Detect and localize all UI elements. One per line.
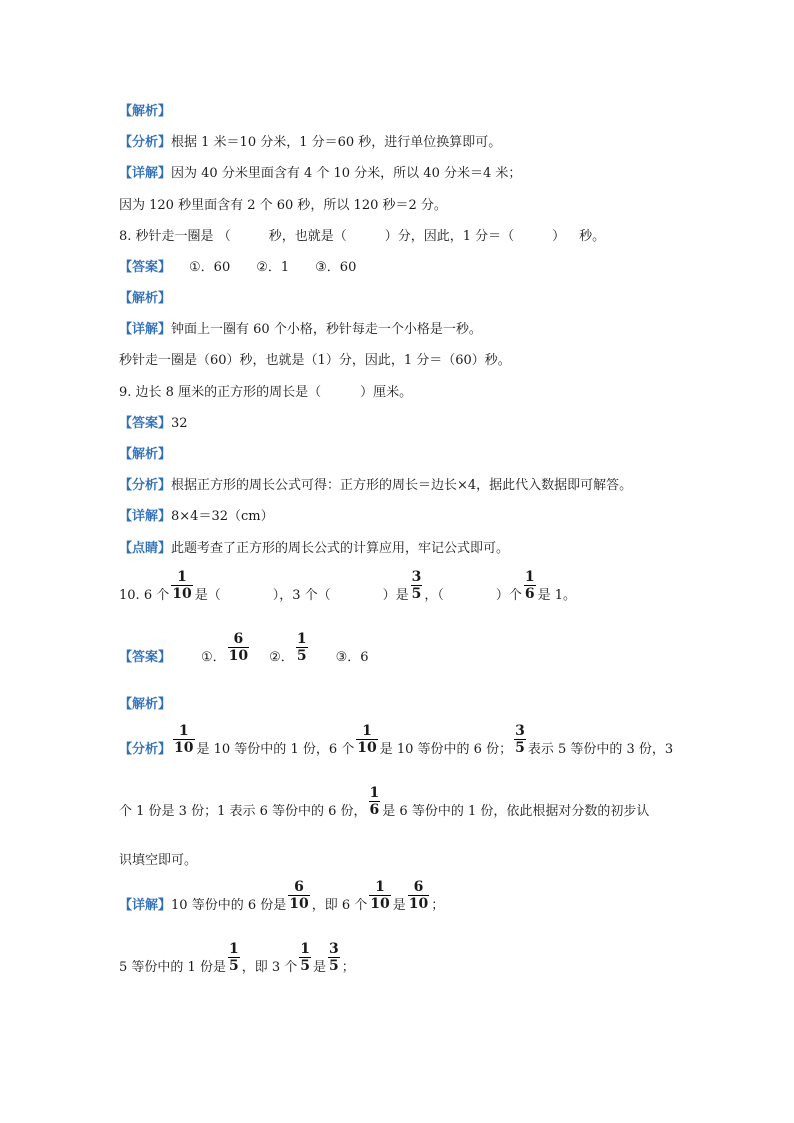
q10-ans-3: ③．6	[335, 650, 369, 665]
tag-xiangjie: 【详解】	[119, 509, 172, 524]
q8-xiangjie-line	[119, 321, 482, 339]
q8-line2: 秒针走一圈是（60）秒，也就是（1）分，因此，1 分＝（60）秒。	[119, 353, 511, 368]
s7-xiangjie-text: 因为 40 分米里面含有 4 个 10 分米，所以 40 分米＝4 米；	[171, 166, 522, 181]
fraction-6-10: $\frac{6}{10}$	[289, 879, 309, 912]
q10-fx-a: 是 10 等份中的 1 份，6 个	[196, 742, 355, 757]
q10-xj-c: 是	[392, 898, 406, 913]
q10-text-3: ，（ ）个	[424, 588, 522, 603]
fraction-1-5: $\frac{1}{5}$	[228, 941, 239, 974]
tag-answer: 【答案】	[119, 650, 172, 665]
q9-answer-line	[119, 415, 188, 433]
fraction-6-10: $\frac{6}{10}$	[228, 631, 249, 664]
tag-analysis: 【解析】	[119, 447, 172, 462]
q10-xiangjie-line-2	[119, 941, 355, 986]
q8-text-5: 秒。	[579, 229, 606, 244]
tag-fenxi: 【分析】	[119, 742, 172, 757]
q10-fx-b: 是 10 等份中的 6 份；	[379, 742, 513, 757]
q10-fx2-a: 个 1 份是 3 份；1 表示 6 等份中的 6 份，	[119, 804, 367, 819]
q10-text-2: 是（ ），3 个（ ）是	[194, 588, 409, 603]
q10-fenxi-line	[119, 723, 674, 768]
tag-answer: 【答案】	[119, 416, 172, 431]
q9-analysis-heading	[119, 446, 171, 464]
q10-l5-a: 5 等份中的 1 份是	[119, 960, 226, 975]
tag-xiangjie: 【详解】	[119, 322, 172, 337]
tag-xiangjie: 【详解】	[119, 898, 172, 913]
q8-answer-line	[119, 259, 356, 277]
q8-blank-1-open: （	[217, 229, 231, 244]
q10-fenxi-line-2	[119, 785, 650, 830]
q10-xj-b: ，即 6 个	[311, 898, 368, 913]
q10-ans-2: ②．	[269, 650, 294, 665]
q10-l5-c: 是	[313, 960, 327, 975]
tag-dianjing: 【点睛】	[119, 541, 172, 556]
fraction-1-5: $\frac{1}{5}$	[300, 941, 310, 974]
s7-fenxi-line	[119, 134, 501, 152]
q9-xiangjie-text: 8×4＝32（cm）	[171, 509, 274, 524]
q8-number: 8.	[119, 229, 132, 244]
q10-fenxi-line-3: 识填空即可。	[119, 853, 198, 868]
q10-number: 10.	[119, 588, 140, 603]
fraction-1-10: $\frac{1}{10}$	[357, 723, 377, 756]
s7-line2: 因为 120 秒里面含有 2 个 60 秒，所以 120 秒＝2 分。	[119, 198, 447, 213]
q8-text-4: ）	[552, 229, 566, 244]
q10-text-4: 是 1。	[537, 588, 577, 603]
q8-question	[119, 228, 605, 246]
q10-l5-d: ；	[341, 960, 355, 975]
q10-ans-1: ①．	[201, 650, 226, 665]
fraction-1-10: $\frac{1}{10}$	[174, 723, 194, 756]
tag-fenxi: 【分析】	[119, 135, 172, 150]
tag-fenxi: 【分析】	[119, 478, 172, 493]
s7-xiangjie-line	[119, 165, 521, 183]
q8-text-1: 秒针走一圈是	[135, 229, 214, 244]
q8-xiangjie-text: 钟面上一圈有 60 个小格，秒针每走一个小格是一秒。	[171, 322, 482, 337]
q10-l5-b: ，即 3 个	[241, 960, 298, 975]
fraction-1-6: $\frac{1}{6}$	[369, 785, 380, 818]
q9-fenxi-line	[119, 477, 632, 495]
tag-analysis: 【解析】	[119, 291, 172, 306]
q8-analysis-heading	[119, 290, 171, 308]
s7-fenxi-text: 根据 1 米＝10 分米，1 分＝60 秒，进行单位换算即可。	[171, 135, 502, 150]
q8-text-3: ）分，因此，1 分＝（	[384, 229, 515, 244]
fraction-6-10: $\frac{6}{10}$	[408, 879, 429, 912]
tag-analysis: 【解析】	[119, 697, 172, 712]
fraction-3-5: $\frac{3}{5}$	[329, 941, 339, 974]
q9-dianjing-text: 此题考查了正方形的周长公式的计算应用，牢记公式即可。	[171, 541, 510, 556]
q10-answer-line	[119, 631, 369, 676]
q9-answer: 32	[171, 416, 188, 431]
q8-answer: ①．60 ②．1 ③．60	[189, 260, 357, 275]
fraction-1-6: $\frac{1}{6}$	[524, 569, 535, 602]
tag-analysis: 【解析】	[119, 104, 172, 119]
q10-fx-c: 表示 5 等份中的 3 份，3	[527, 742, 674, 757]
q10-analysis-heading	[119, 696, 171, 714]
fraction-1-10: $\frac{1}{10}$	[172, 569, 192, 602]
q10-fx2-b: 是 6 等份中的 1 份，依此根据对分数的初步认	[382, 804, 650, 819]
q9-fenxi-text: 根据正方形的周长公式可得：正方形的周长＝边长×4，据此代入数据即可解答。	[171, 478, 633, 493]
q8-text-2: 秒，也就是（	[268, 229, 347, 244]
tag-xiangjie: 【详解】	[119, 166, 172, 181]
q9-question: 9. 边长 8 厘米的正方形的周长是（ ）厘米。	[119, 385, 413, 400]
q10-text-1: 6 个	[143, 588, 170, 603]
q9-xiangjie-line	[119, 508, 274, 526]
q9-dianjing-line	[119, 540, 509, 558]
q10-question	[119, 569, 577, 614]
q10-xj-d: ；	[431, 898, 445, 913]
tag-answer: 【答案】	[119, 260, 172, 275]
fraction-1-5: $\frac{1}{5}$	[296, 631, 307, 664]
fraction-1-10: $\frac{1}{10}$	[370, 879, 390, 912]
q10-xj-a: 10 等份中的 6 份是	[171, 898, 287, 913]
fraction-3-5: $\frac{3}{5}$	[411, 569, 422, 602]
fraction-3-5: $\frac{3}{5}$	[515, 723, 525, 756]
analysis-heading	[119, 103, 171, 121]
q10-xiangjie-line	[119, 879, 445, 924]
